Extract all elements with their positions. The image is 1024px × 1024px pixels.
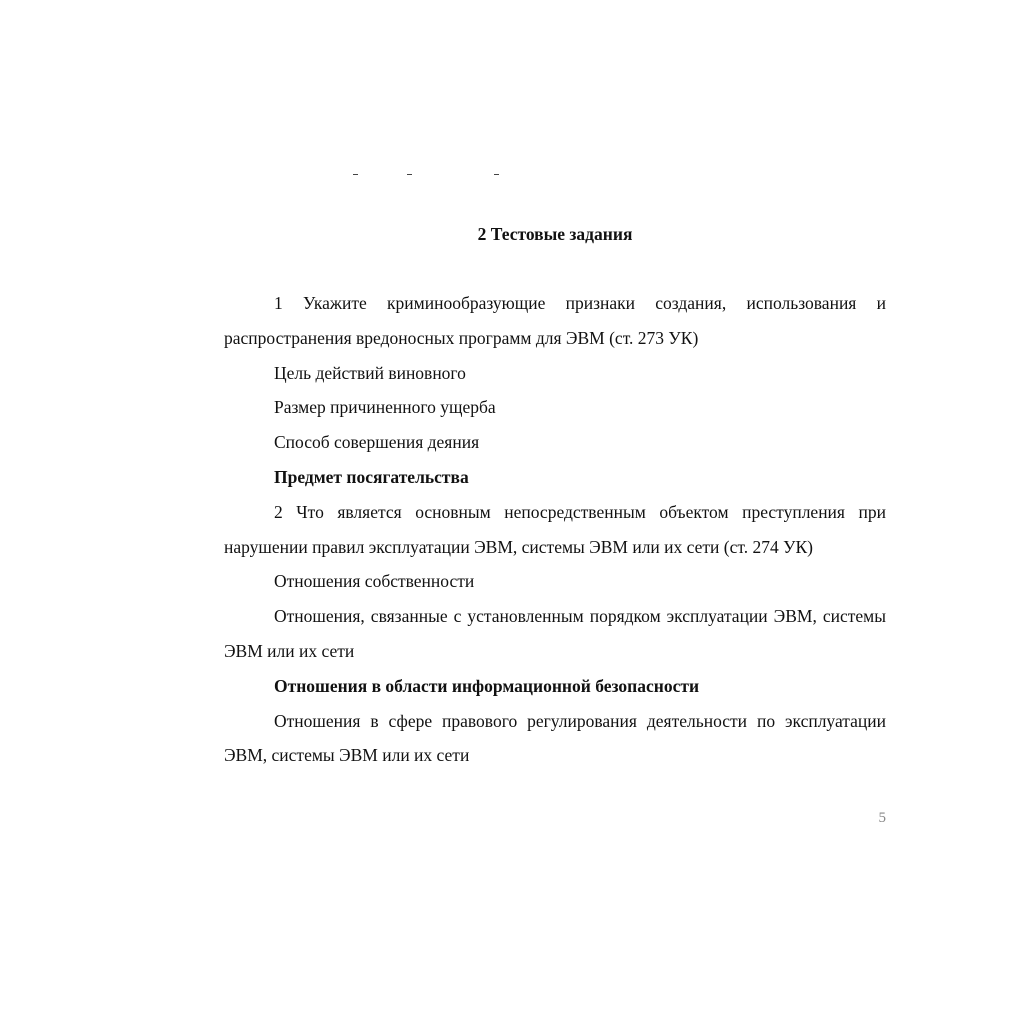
question-2-text: 2 Что является основным непосредственным объектом преступления при нарушении правил эксплуатации ЭВМ, системы ЭВМ или их сети (ст. 274 УК) [224,501,886,557]
artifact-dash [494,174,499,175]
question-1-option-2: Размер причиненного ущерба [274,397,496,418]
question-1-option-1: Цель действий виновного [274,362,466,383]
page-number: 5 [878,810,886,826]
question-1-option-4-answer: Предмет посягательства [274,466,469,487]
question-2-option-3-answer: Отношения в области информационной безопасности [274,675,700,696]
question-1-text: 1 Укажите криминообразующие признаки создания, использования и распространения вредоносных программ для ЭВМ (ст. 273 УК) [224,293,886,348]
question-1-option-3: Способ совершения деяния [274,432,480,453]
artifact-dash [353,174,358,175]
section-heading: 2 Тестовые задания [477,224,633,244]
question-2-option-2: Отношения, связанные с установленным порядком эксплуатации ЭВМ, системы ЭВМ или их сети [224,606,886,661]
question-2-option-4: Отношения в сфере правового регулирования деятельности по эксплуатации ЭВМ, системы ЭВМ или их сети [224,710,886,766]
question-2-option-1: Отношения собственности [274,571,475,592]
artifact-dash [407,174,412,175]
document-body [224,286,886,773]
